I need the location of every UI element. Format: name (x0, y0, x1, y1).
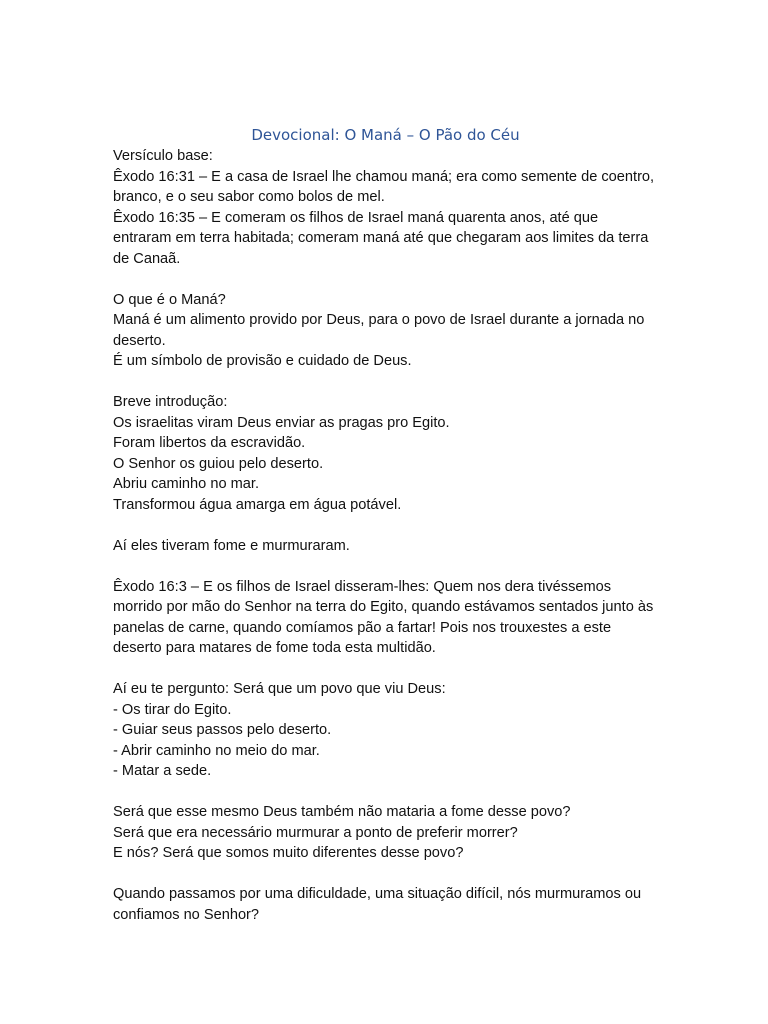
body-paragraph: Êxodo 16:35 – E comeram os filhos de Israel maná quarenta anos, até que entraram em terra habitada; comeram maná até que chegaram aos limites da terra de Canaã. (113, 209, 653, 267)
blank-line (113, 515, 658, 536)
body-paragraph: Aí eu te pergunto: Será que um povo que viu Deus: (113, 681, 446, 697)
body-paragraph: Êxodo 16:31 – E a casa de Israel lhe chamou maná; era como semente de coentro, branco, e o seu sabor como bolos de mel. (113, 168, 659, 205)
document-page (113, 124, 658, 925)
body-paragraph: Quando passamos por uma dificuldade, uma situação difícil, nós murmuramos ou confiamos no Senhor? (113, 886, 646, 923)
body-paragraph: É um símbolo de provisão e cuidado de Deus. (113, 353, 412, 369)
blank-line (113, 864, 658, 885)
body-paragraph: Aí eles tiveram fome e murmuraram. (113, 537, 350, 554)
document-body (113, 146, 658, 925)
body-paragraph: O que é o Maná? (113, 291, 226, 308)
body-paragraph: - Guiar seus passos pelo deserto. (113, 722, 332, 738)
document-title: Devocional: O Maná – O Pão do Céu (251, 126, 520, 144)
blank-line (113, 269, 658, 290)
body-paragraph: - Abrir caminho no meio do mar. (113, 742, 320, 759)
blank-line (113, 782, 658, 803)
body-paragraph: Os israelitas viram Deus enviar as pragas pro Egito. (113, 414, 450, 431)
body-paragraph: - Matar a sede. (113, 763, 212, 779)
body-paragraph: E nós? Será que somos muito diferentes desse povo? (113, 845, 464, 861)
blank-line (113, 372, 658, 393)
body-paragraph: Êxodo 16:3 – E os filhos de Israel disseram-lhes: Quem nos dera tivéssemos morrido por mão do Senhor na terra do Egito, quando estávamos sentados junto às panelas de carne, quando comíamos pão a fartar! Pois nos trouxestes a este deserto para matares de fome toda esta multidão. (113, 578, 658, 656)
body-paragraph: Abriu caminho no mar. (113, 476, 260, 492)
blank-line (113, 659, 658, 680)
body-paragraph: - Os tirar do Egito. (113, 701, 232, 718)
body-paragraph: Transformou água amarga em água potável. (113, 496, 402, 513)
body-paragraph: Será que era necessário murmurar a ponto de preferir morrer? (113, 824, 518, 841)
body-paragraph: Será que esse mesmo Deus também não mataria a fome desse povo? (113, 804, 571, 820)
body-paragraph: Foram libertos da escravidão. (113, 435, 306, 451)
body-paragraph: Maná é um alimento provido por Deus, para o povo de Israel durante a jornada no deserto. (113, 312, 649, 349)
body-paragraph: Versículo base: (113, 148, 213, 164)
blank-line (113, 556, 658, 577)
body-paragraph: O Senhor os guiou pelo deserto. (113, 455, 324, 472)
body-paragraph: Breve introdução: (113, 394, 228, 410)
